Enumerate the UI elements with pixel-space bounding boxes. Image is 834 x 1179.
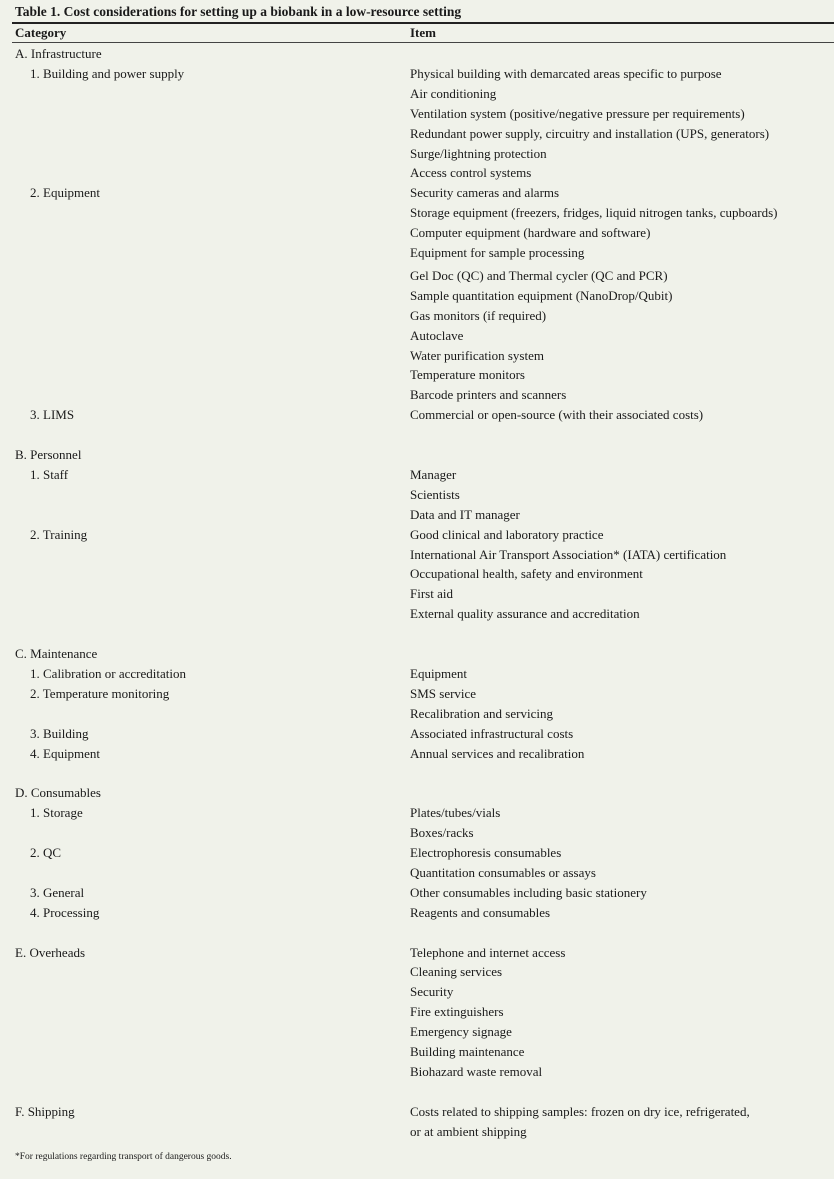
table-row bbox=[0, 1082, 834, 1102]
item-cell: Redundant power supply, circuitry and installation (UPS, generators) bbox=[410, 125, 770, 141]
item-cell: Equipment for sample processing bbox=[410, 245, 585, 260]
table-row bbox=[0, 962, 834, 982]
item-cell: Quantitation consumables or assays bbox=[410, 864, 596, 880]
table-row bbox=[0, 306, 834, 326]
item-cell: Surge/lightning protection bbox=[410, 145, 547, 161]
table-row bbox=[0, 44, 834, 64]
item-cell: Telephone and internet access bbox=[410, 944, 566, 960]
table-row bbox=[0, 326, 834, 346]
item-cell: Security cameras and alarms bbox=[410, 185, 560, 201]
category-cell: 2. QC bbox=[30, 845, 62, 860]
table-row bbox=[0, 1042, 834, 1062]
item-cell: Gas monitors (if required) bbox=[410, 307, 547, 323]
category-cell: D. Consumables bbox=[15, 785, 101, 801]
item-cell: Plates/tubes/vials bbox=[410, 805, 501, 821]
item-cell: Other consumables including basic stationery bbox=[410, 884, 647, 900]
table-row bbox=[0, 425, 834, 445]
item-cell: Occupational health, safety and environment bbox=[410, 566, 643, 582]
item-cell: or at ambient shipping bbox=[410, 1123, 527, 1139]
item-cell: Security bbox=[410, 984, 454, 1000]
table-row bbox=[0, 163, 834, 183]
item-cell: Computer equipment (hardware and software) bbox=[410, 225, 651, 241]
item-cell: Building maintenance bbox=[410, 1044, 525, 1059]
item-cell: Sample quantitation equipment (NanoDrop/Qubit) bbox=[410, 287, 673, 303]
item-cell: Storage equipment (freezers, fridges, liquid nitrogen tanks, cupboards) bbox=[410, 205, 778, 221]
category-cell: F. Shipping bbox=[15, 1103, 75, 1119]
table-row bbox=[0, 505, 834, 525]
table-row bbox=[0, 223, 834, 243]
item-cell: Electrophoresis consumables bbox=[410, 845, 562, 860]
table-row bbox=[0, 943, 834, 963]
table-row bbox=[0, 803, 834, 823]
category-cell: 3. General bbox=[30, 884, 85, 900]
item-cell: Temperature monitors bbox=[410, 367, 525, 383]
category-cell: 1. Staff bbox=[30, 466, 69, 482]
item-cell: Emergency signage bbox=[410, 1024, 512, 1040]
table-row bbox=[0, 525, 834, 545]
item-cell: First aid bbox=[410, 586, 453, 602]
table-row bbox=[0, 604, 834, 624]
item-cell: Water purification system bbox=[410, 347, 544, 363]
item-cell: Barcode printers and scanners bbox=[410, 387, 567, 403]
item-cell: Ventilation system (positive/negative pressure per requirements) bbox=[410, 105, 745, 121]
title-rule bbox=[12, 22, 834, 24]
table-row bbox=[0, 823, 834, 843]
table-row bbox=[0, 183, 834, 203]
table-row bbox=[0, 923, 834, 943]
table-row bbox=[0, 903, 834, 923]
footnote: *For regulations regarding transport of dangerous goods. bbox=[15, 1152, 232, 1162]
table-row bbox=[0, 144, 834, 164]
category-cell: C. Maintenance bbox=[15, 646, 98, 661]
table-row bbox=[0, 203, 834, 223]
item-cell: Gel Doc (QC) and Thermal cycler (QC and PCR) bbox=[410, 267, 668, 283]
table-row bbox=[0, 365, 834, 385]
table-row bbox=[0, 704, 834, 724]
table-row bbox=[0, 1022, 834, 1042]
item-cell: Access control systems bbox=[410, 165, 532, 181]
item-cell: International Air Transport Association* (IATA) certification bbox=[410, 546, 727, 562]
table-row bbox=[0, 104, 834, 124]
item-cell: Reagents and consumables bbox=[410, 904, 551, 920]
item-cell: Annual services and recalibration bbox=[410, 745, 585, 761]
table-row bbox=[0, 445, 834, 465]
table-row bbox=[0, 724, 834, 744]
item-cell: External quality assurance and accreditation bbox=[410, 606, 640, 622]
item-cell: SMS service bbox=[410, 685, 477, 701]
column-header-category: Category bbox=[15, 25, 67, 40]
item-cell: Costs related to shipping samples: frozen on dry ice, refrigerated, bbox=[410, 1103, 750, 1119]
table-row bbox=[0, 783, 834, 803]
item-cell: Recalibration and servicing bbox=[410, 705, 553, 721]
table-row bbox=[0, 84, 834, 104]
category-cell: 2. Temperature monitoring bbox=[30, 685, 170, 701]
table-row bbox=[0, 243, 834, 263]
table-row bbox=[0, 644, 834, 664]
table-row bbox=[0, 664, 834, 684]
category-cell: E. Overheads bbox=[15, 944, 86, 960]
table-title: Table 1. Cost considerations for setting up a biobank in a low-resource setting bbox=[15, 4, 462, 19]
item-cell: Physical building with demarcated areas specific to purpose bbox=[410, 65, 722, 81]
item-cell: Boxes/racks bbox=[410, 825, 474, 841]
category-cell: 4. Equipment bbox=[30, 745, 101, 761]
category-cell: 3. LIMS bbox=[30, 407, 75, 423]
category-cell: 2. Training bbox=[30, 526, 88, 542]
column-header-item: Item bbox=[410, 25, 436, 40]
table-row bbox=[0, 684, 834, 704]
item-cell: Biohazard waste removal bbox=[410, 1063, 543, 1079]
item-cell: Good clinical and laboratory practice bbox=[410, 526, 604, 542]
item-cell: Air conditioning bbox=[410, 85, 497, 101]
table-row bbox=[0, 1062, 834, 1082]
item-cell: Manager bbox=[410, 466, 457, 482]
table-row bbox=[0, 564, 834, 584]
table-row bbox=[0, 982, 834, 1002]
item-cell: Equipment bbox=[410, 665, 468, 681]
table-row bbox=[0, 286, 834, 306]
table-row bbox=[0, 465, 834, 485]
table-row bbox=[0, 485, 834, 505]
category-cell: B. Personnel bbox=[15, 447, 82, 462]
table-row bbox=[0, 883, 834, 903]
table-row bbox=[0, 584, 834, 604]
table-row bbox=[0, 624, 834, 644]
item-cell: Commercial or open-source (with their associated costs) bbox=[410, 407, 704, 423]
item-cell: Scientists bbox=[410, 486, 460, 502]
item-cell: Cleaning services bbox=[410, 964, 503, 980]
table-row bbox=[0, 744, 834, 764]
table-row bbox=[0, 1102, 834, 1122]
table-row bbox=[0, 843, 834, 863]
table-row bbox=[0, 1122, 834, 1142]
table-row bbox=[0, 863, 834, 883]
category-cell: 4. Processing bbox=[30, 904, 100, 920]
item-cell: Data and IT manager bbox=[410, 506, 520, 522]
table-row bbox=[0, 405, 834, 425]
category-cell: 1. Calibration or accreditation bbox=[30, 665, 186, 681]
header-rule bbox=[12, 42, 834, 43]
table-row bbox=[0, 763, 834, 783]
table-row bbox=[0, 346, 834, 366]
table-row bbox=[0, 385, 834, 405]
category-cell: 2. Equipment bbox=[30, 185, 101, 201]
table-row bbox=[0, 1002, 834, 1022]
table-row bbox=[0, 124, 834, 144]
category-cell: 1. Storage bbox=[30, 805, 83, 821]
category-cell: A. Infrastructure bbox=[15, 46, 102, 61]
table-row bbox=[0, 545, 834, 565]
item-cell: Autoclave bbox=[410, 327, 464, 343]
item-cell: Fire extinguishers bbox=[410, 1004, 504, 1020]
item-cell: Associated infrastructural costs bbox=[410, 725, 574, 741]
table-row bbox=[0, 266, 834, 286]
table-row bbox=[0, 64, 834, 84]
category-cell: 1. Building and power supply bbox=[30, 65, 185, 81]
category-cell: 3. Building bbox=[30, 725, 89, 741]
